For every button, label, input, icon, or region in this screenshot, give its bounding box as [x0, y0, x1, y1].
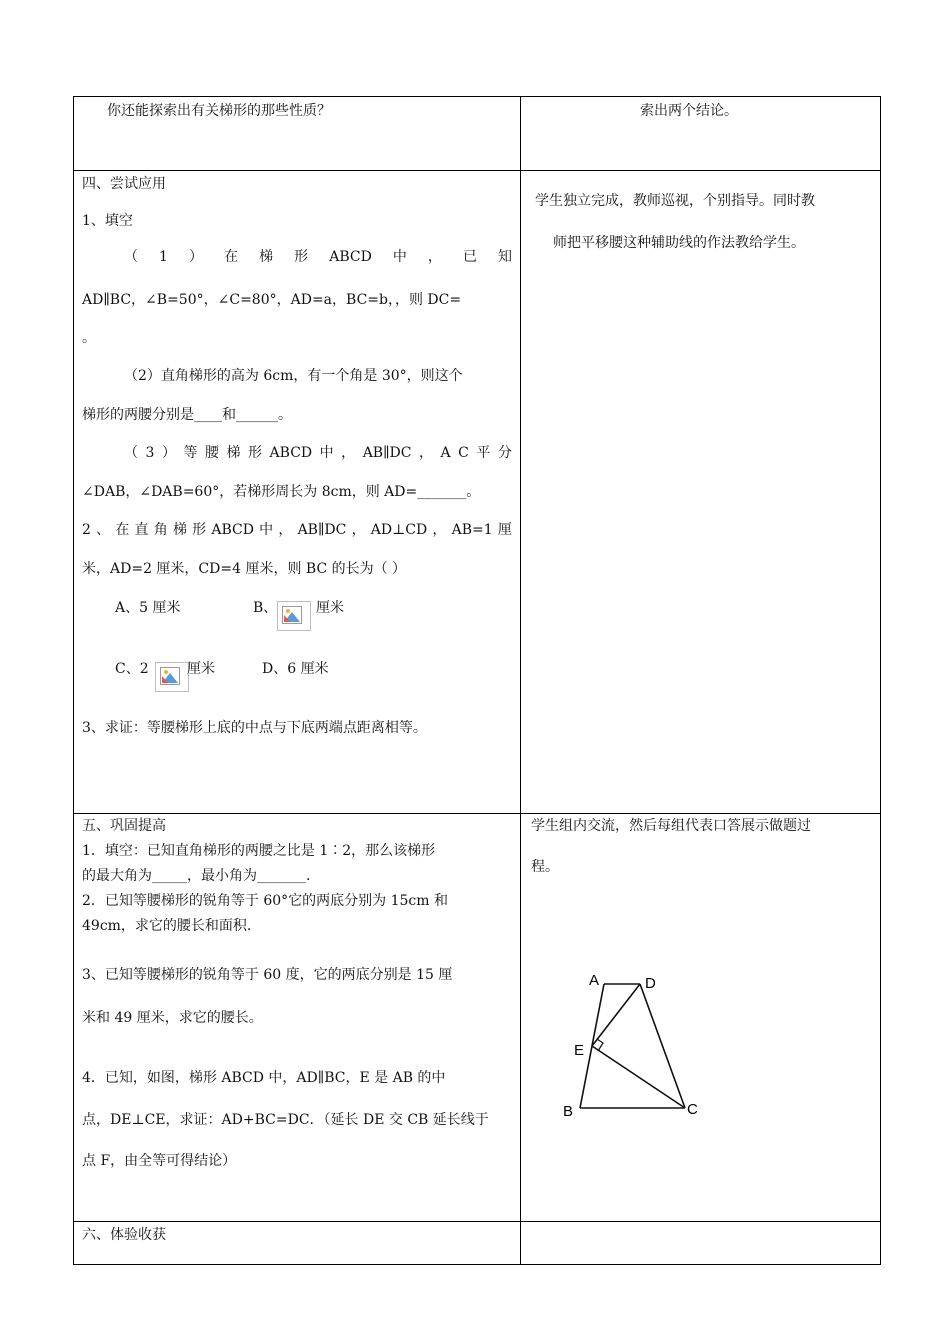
p4-line1: 4．已知，如图，梯形 ABCD 中，AD∥BC，E 是 AB 的中 [82, 1070, 446, 1086]
text-token: ， [341, 445, 356, 461]
segment-de [592, 984, 640, 1046]
row-divider-3 [74, 1221, 880, 1222]
q3-text: 3、求证：等腰梯形上底的中点与下底两端点距离相等。 [82, 720, 427, 736]
text-token: 在 [224, 249, 239, 265]
text-token: 形 [294, 249, 309, 265]
section-heading-consolidate: 五、巩固提高 [82, 818, 166, 834]
section-heading-reflection: 六、体验收获 [82, 1227, 166, 1243]
text-token: 腰 [204, 445, 219, 461]
picture-icon [282, 606, 302, 624]
row1-left-text: 你还能探索出有关梯形的那些性质？ [107, 103, 331, 119]
text-token: ABCD [329, 249, 372, 265]
segment-ce [592, 1046, 685, 1108]
text-token: 分 [497, 445, 512, 461]
text-token: AB∥DC [297, 522, 347, 538]
text-token: 中 [392, 249, 407, 265]
label-e: E [574, 1042, 585, 1059]
trapezoid-figure [555, 965, 715, 1125]
q1-3-line2: ∠DAB，∠DAB=60°，若梯形周长为 8cm，则 AD=_______。 [82, 484, 481, 500]
q2-line1 [82, 520, 512, 540]
text-token: 、 [96, 522, 111, 538]
row2-right-line1: 学生独立完成，教师巡视，个别指导。同时教 [535, 193, 815, 209]
q1-2-line1: （2）直角梯形的高为 6cm，有一个角是 30°，则这个 [124, 368, 463, 384]
q1-3-line1 [124, 443, 512, 463]
p2-line2: 49cm，求它的腰长和面积. [82, 918, 252, 934]
text-token: ， [432, 522, 447, 538]
text-token: ， [351, 522, 366, 538]
label-c: C [687, 1101, 698, 1118]
image-placeholder-icon [155, 662, 189, 692]
p4-line3: 点 F，由全等可得结论） [82, 1153, 237, 1169]
p4-line2: 点，DE⊥CE，求证：AD+BC=DC．（延长 DE 交 CB 延长线于 [82, 1112, 489, 1128]
row1-right-text: 索出两个结论。 [640, 103, 738, 119]
p3-line1: 3、已知等腰梯形的锐角等于 60 度，它的两底分别是 15 厘 [82, 967, 453, 983]
picture-icon [160, 667, 180, 685]
label-b: B [563, 1103, 574, 1120]
text-token: 梯 [226, 445, 241, 461]
label-d: D [645, 975, 656, 992]
option-c-prefix: C、2 [115, 661, 149, 677]
text-token: 3 [145, 445, 155, 461]
text-token: （ [124, 445, 138, 461]
option-d: D、6 厘米 [262, 661, 329, 677]
label-a: A [589, 972, 600, 989]
row3-right-line2: 程。 [531, 859, 559, 875]
text-token: 角 [153, 522, 168, 538]
q1-title: 1、填空 [82, 213, 133, 229]
option-b-suffix: 厘米 [316, 600, 344, 616]
text-token: A [440, 445, 451, 461]
text-token: 梯 [172, 522, 187, 538]
p3-line2: 米和 49 厘米，求它的腰长。 [82, 1010, 263, 1026]
row-divider-1 [74, 170, 880, 171]
q1-2-line2: 梯形的两腰分别是____和______。 [82, 407, 292, 423]
text-token: ABCD [211, 522, 254, 538]
text-token: ， [278, 522, 293, 538]
text-token: 梯 [259, 249, 274, 265]
text-token: ， [427, 249, 442, 265]
text-token: 1 [159, 249, 168, 265]
text-token: AB=1 [451, 522, 493, 538]
text-token: 形 [248, 445, 263, 461]
p2-line1: 2．已知等腰梯形的锐角等于 60°它的两底分别为 15cm 和 [82, 893, 449, 909]
p1-line2: 的最大角为_____，最小角为_______. [82, 868, 311, 884]
segment-dc [640, 984, 685, 1108]
row3-right-line1: 学生组内交流，然后每组代表口答展示做题过 [531, 818, 811, 834]
text-token: ， [419, 445, 434, 461]
option-c-suffix: 厘米 [187, 661, 215, 677]
text-token: ） [189, 249, 204, 265]
text-token: 中 [319, 445, 334, 461]
row2-right-line2: 师把平移腰这种辅助线的作法教给学生。 [553, 235, 805, 251]
q1-1-line1 [124, 247, 512, 267]
q2-line2: 米，AD=2 厘米，CD=4 厘米，则 BC 的长为（ ） [82, 561, 407, 577]
text-token: ） [161, 445, 176, 461]
row-divider-2 [74, 813, 880, 814]
text-token: 知 [498, 249, 512, 265]
text-token: 直 [134, 522, 149, 538]
text-token: 厘 [497, 522, 512, 538]
text-token: C [458, 445, 469, 461]
text-token: 已 [462, 249, 477, 265]
text-token: ABCD [269, 445, 313, 461]
q1-1-line2: AD∥BC，∠B=50°，∠C=80°，AD=a，BC=b，，则 DC= [82, 292, 462, 308]
text-token: 在 [115, 522, 130, 538]
text-token: 平 [476, 445, 491, 461]
text-token: AD⊥CD [370, 522, 428, 538]
text-token: 中 [259, 522, 274, 538]
q1-1-line3: 。 [82, 330, 96, 346]
column-divider [520, 97, 521, 1264]
section-heading-apply: 四、尝试应用 [82, 176, 166, 192]
option-b-prefix: B、 [253, 600, 278, 616]
text-token: 形 [192, 522, 207, 538]
text-token: 等 [183, 445, 198, 461]
p1-line1: 1．填空：已知直角梯形的两腰之比是 1∶2，那么该梯形 [82, 843, 436, 859]
lesson-table [73, 96, 881, 1265]
image-placeholder-icon [277, 601, 311, 631]
text-token: 2 [82, 522, 91, 538]
option-a: A、5 厘米 [115, 600, 181, 616]
text-token: AB∥DC [362, 445, 412, 461]
text-token: （ [124, 249, 138, 265]
